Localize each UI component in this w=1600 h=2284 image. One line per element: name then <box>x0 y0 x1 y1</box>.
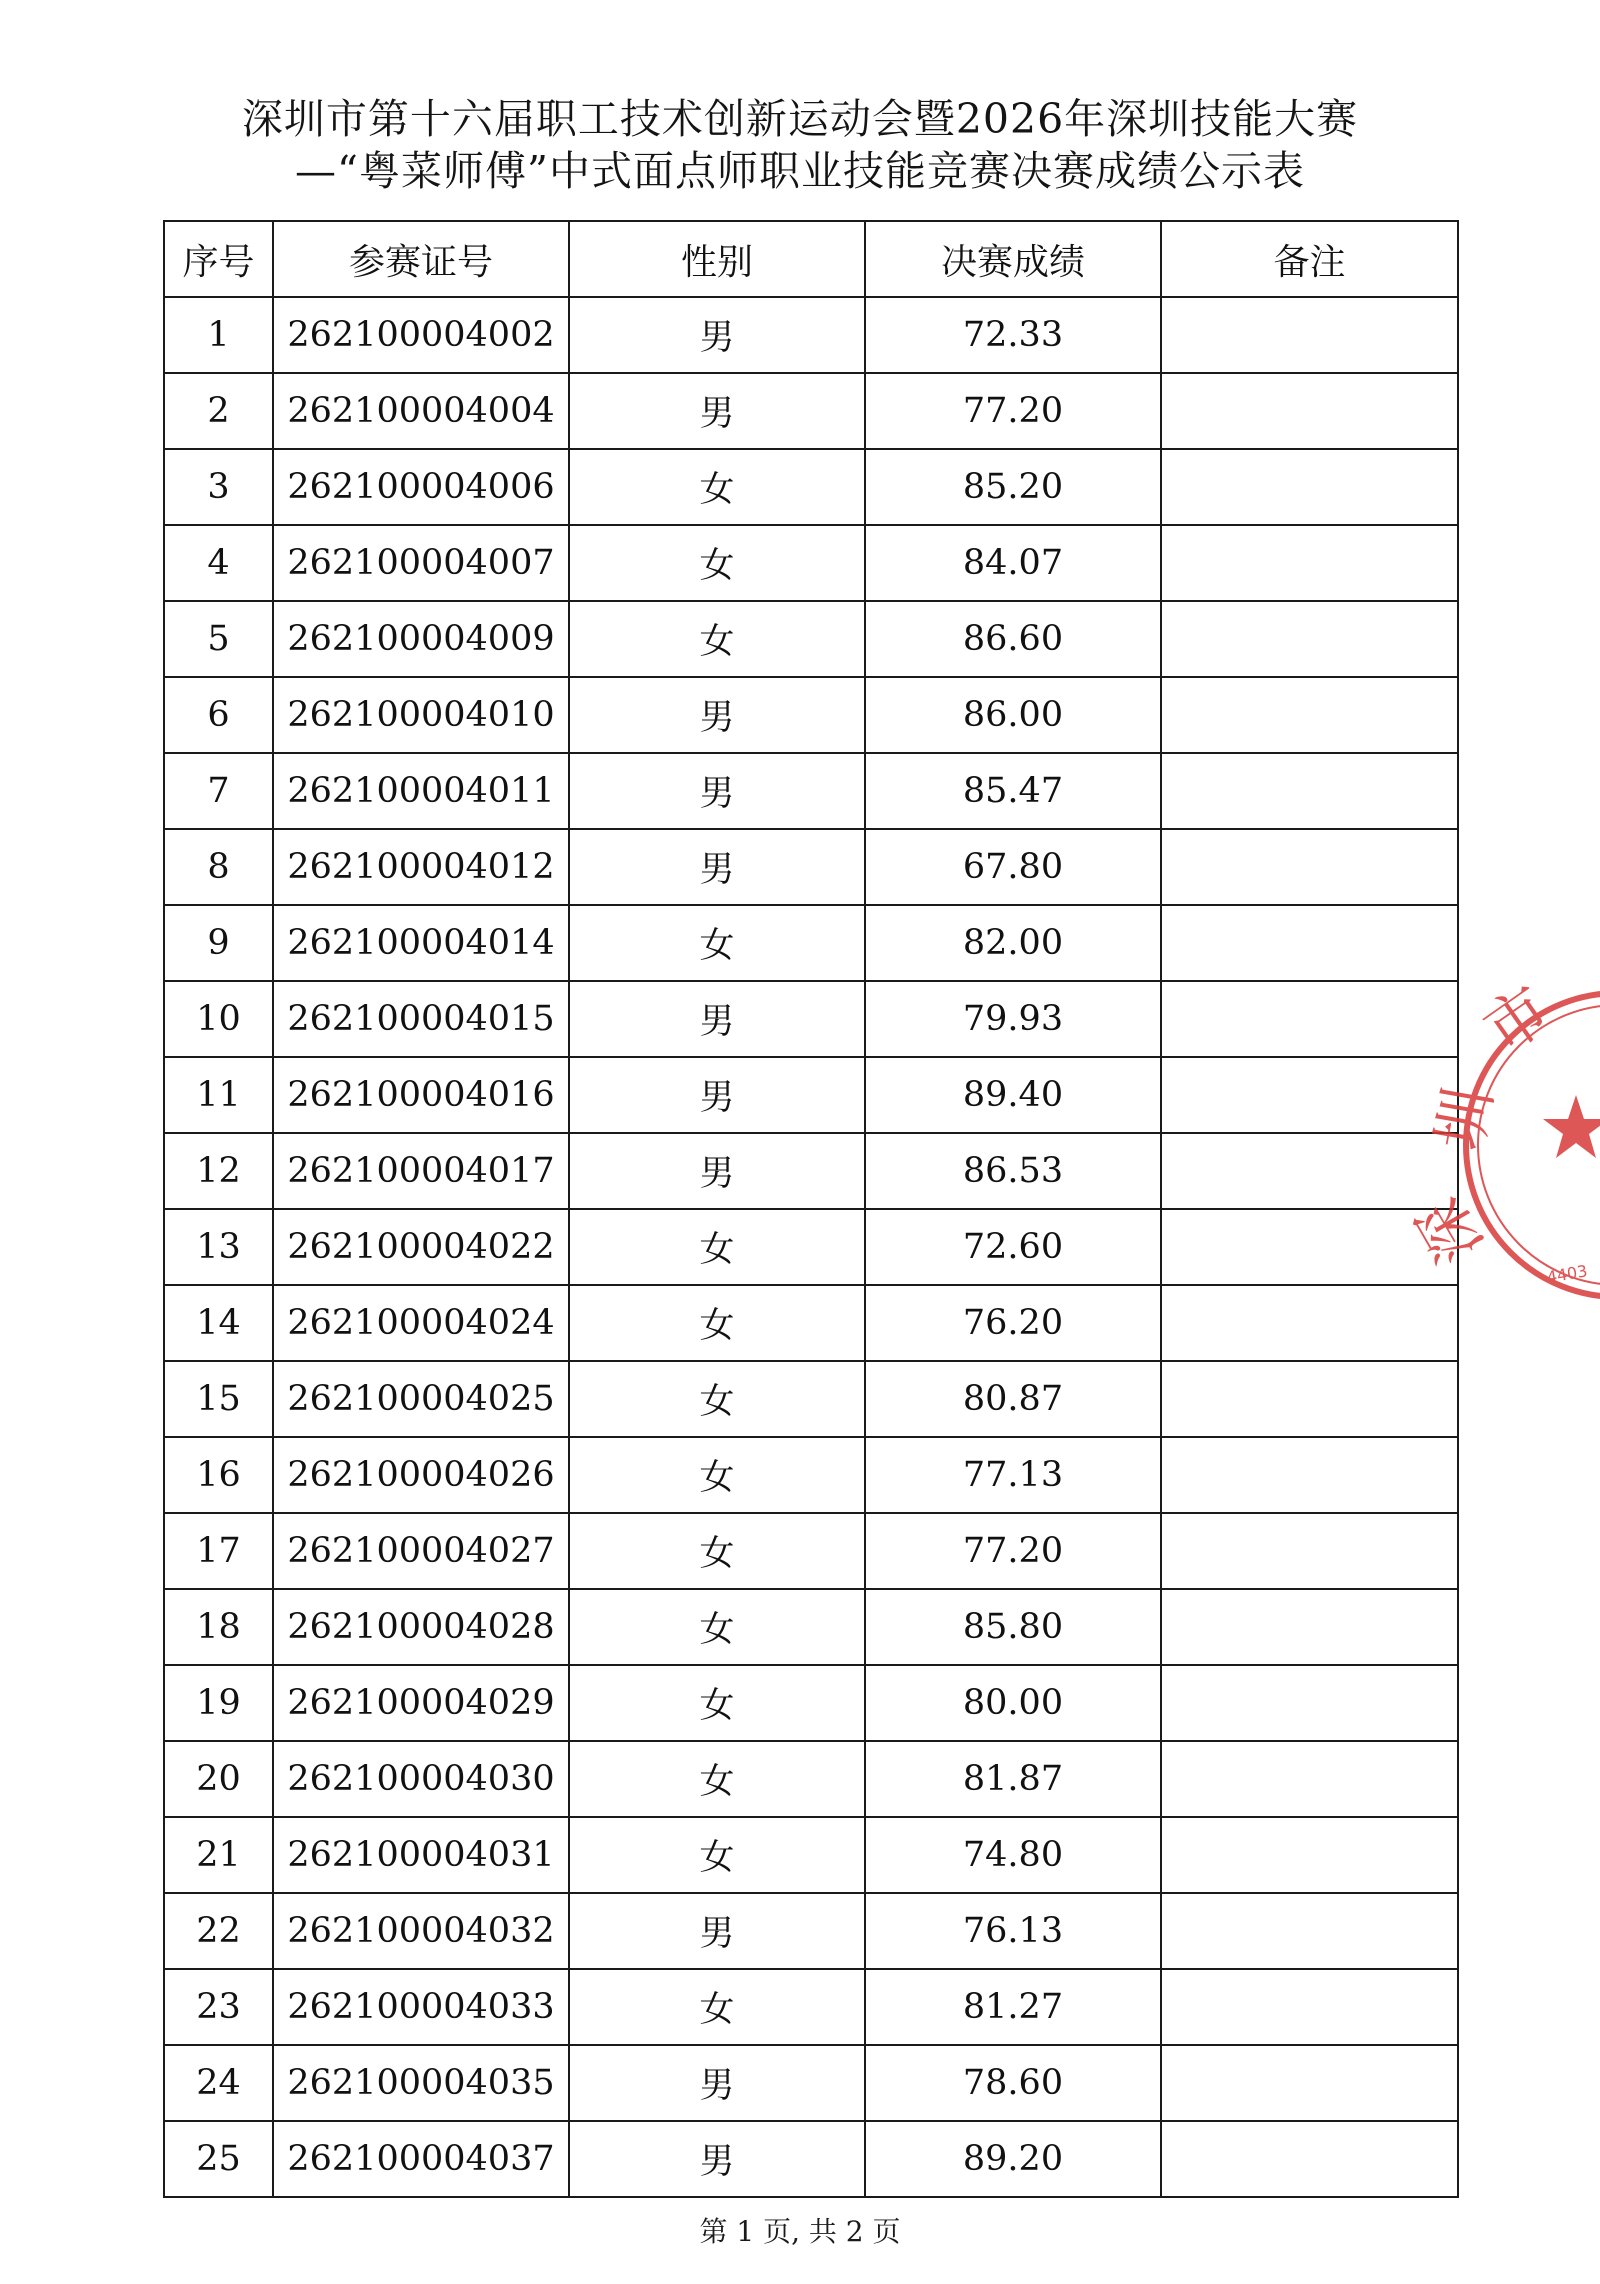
table-row <box>164 905 1458 981</box>
cell-seq: 8 <box>164 829 273 905</box>
cell-cert: 262100004015 <box>273 981 569 1057</box>
table-row <box>164 1513 1458 1589</box>
header-cert: 参赛证号 <box>273 221 569 297</box>
cell-seq: 11 <box>164 1057 273 1133</box>
seal-char-2: 圳 <box>1422 1081 1506 1156</box>
header-seq: 序号 <box>164 221 273 297</box>
cell-cert: 262100004010 <box>273 677 569 753</box>
cell-note <box>1161 1057 1458 1133</box>
cell-cert: 262100004009 <box>273 601 569 677</box>
table-body <box>164 297 1458 2197</box>
cell-sex: 女 <box>569 1209 865 1285</box>
cell-note <box>1161 829 1458 905</box>
cell-sex: 男 <box>569 2121 865 2197</box>
cell-score: 74.80 <box>865 1817 1161 1893</box>
table-row <box>164 1057 1458 1133</box>
cell-cert: 262100004016 <box>273 1057 569 1133</box>
table-row <box>164 601 1458 677</box>
cell-note <box>1161 1817 1458 1893</box>
cell-sex: 男 <box>569 677 865 753</box>
cell-cert: 262100004035 <box>273 2045 569 2121</box>
cell-cert: 262100004004 <box>273 373 569 449</box>
cell-score: 85.80 <box>865 1589 1161 1665</box>
cell-seq: 16 <box>164 1437 273 1513</box>
cell-score: 89.40 <box>865 1057 1161 1133</box>
cell-cert: 262100004007 <box>273 525 569 601</box>
cell-sex: 男 <box>569 373 865 449</box>
cell-score: 82.00 <box>865 905 1161 981</box>
cell-seq: 24 <box>164 2045 273 2121</box>
cell-sex: 女 <box>569 1437 865 1513</box>
cell-note <box>1161 1361 1458 1437</box>
cell-cert: 262100004029 <box>273 1665 569 1741</box>
table-row <box>164 1969 1458 2045</box>
cell-note <box>1161 601 1458 677</box>
table-row <box>164 1285 1458 1361</box>
header-score: 决赛成绩 <box>865 221 1161 297</box>
official-seal-icon <box>1402 971 1600 1305</box>
table-row <box>164 753 1458 829</box>
cell-note <box>1161 297 1458 373</box>
cell-seq: 12 <box>164 1133 273 1209</box>
cell-cert: 262100004030 <box>273 1741 569 1817</box>
cell-sex: 女 <box>569 601 865 677</box>
cell-sex: 女 <box>569 1589 865 1665</box>
cell-score: 80.00 <box>865 1665 1161 1741</box>
cell-sex: 女 <box>569 1969 865 2045</box>
cell-cert: 262100004026 <box>273 1437 569 1513</box>
cell-cert: 262100004027 <box>273 1513 569 1589</box>
cell-sex: 男 <box>569 981 865 1057</box>
cell-score: 85.47 <box>865 753 1161 829</box>
cell-seq: 15 <box>164 1361 273 1437</box>
cell-cert: 262100004024 <box>273 1285 569 1361</box>
table-row <box>164 1893 1458 1969</box>
seal-char-1: 市 <box>1470 971 1564 1068</box>
cell-sex: 男 <box>569 2045 865 2121</box>
cell-seq: 2 <box>164 373 273 449</box>
cell-note <box>1161 2045 1458 2121</box>
cell-sex: 男 <box>569 1057 865 1133</box>
cell-score: 86.53 <box>865 1133 1161 1209</box>
table-header-row <box>164 221 1458 297</box>
cell-score: 77.20 <box>865 373 1161 449</box>
cell-seq: 17 <box>164 1513 273 1589</box>
cell-sex: 男 <box>569 829 865 905</box>
cell-sex: 男 <box>569 753 865 829</box>
cell-sex: 女 <box>569 1665 865 1741</box>
document-title: 深圳市第十六届职工技术创新运动会暨2026年深圳技能大赛 <box>241 95 1359 143</box>
cell-seq: 6 <box>164 677 273 753</box>
cell-seq: 3 <box>164 449 273 525</box>
table-row <box>164 449 1458 525</box>
cell-note <box>1161 1437 1458 1513</box>
cell-seq: 21 <box>164 1817 273 1893</box>
cell-score: 85.20 <box>865 449 1161 525</box>
cell-cert: 262100004031 <box>273 1817 569 1893</box>
cell-note <box>1161 1893 1458 1969</box>
cell-note <box>1161 981 1458 1057</box>
cell-cert: 262100004025 <box>273 1361 569 1437</box>
cell-score: 80.87 <box>865 1361 1161 1437</box>
cell-seq: 7 <box>164 753 273 829</box>
header-note: 备注 <box>1161 221 1458 297</box>
table-row <box>164 2121 1458 2197</box>
cell-score: 72.60 <box>865 1209 1161 1285</box>
cell-note <box>1161 753 1458 829</box>
cell-note <box>1161 449 1458 525</box>
cell-score: 77.20 <box>865 1513 1161 1589</box>
cell-sex: 男 <box>569 297 865 373</box>
cell-note <box>1161 1665 1458 1741</box>
cell-score: 77.13 <box>865 1437 1161 1513</box>
cell-cert: 262100004012 <box>273 829 569 905</box>
cell-cert: 262100004011 <box>273 753 569 829</box>
cell-cert: 262100004017 <box>273 1133 569 1209</box>
cell-cert: 262100004022 <box>273 1209 569 1285</box>
seal-code: 4403 <box>1545 1261 1589 1287</box>
cell-sex: 女 <box>569 449 865 525</box>
cell-note <box>1161 1285 1458 1361</box>
table-row <box>164 1817 1458 1893</box>
cell-seq: 22 <box>164 1893 273 1969</box>
cell-seq: 19 <box>164 1665 273 1741</box>
cell-cert: 262100004006 <box>273 449 569 525</box>
cell-cert: 262100004037 <box>273 2121 569 2197</box>
cell-note <box>1161 1589 1458 1665</box>
cell-note <box>1161 525 1458 601</box>
cell-note <box>1161 2121 1458 2197</box>
cell-score: 86.60 <box>865 601 1161 677</box>
table-row <box>164 2045 1458 2121</box>
cell-note <box>1161 905 1458 981</box>
cell-seq: 4 <box>164 525 273 601</box>
cell-score: 72.33 <box>865 297 1161 373</box>
cell-sex: 男 <box>569 1893 865 1969</box>
table-row <box>164 525 1458 601</box>
cell-score: 76.20 <box>865 1285 1161 1361</box>
cell-cert: 262100004028 <box>273 1589 569 1665</box>
table-row <box>164 1361 1458 1437</box>
table-row <box>164 829 1458 905</box>
cell-note <box>1161 1133 1458 1209</box>
table-row <box>164 1665 1458 1741</box>
cell-sex: 女 <box>569 1513 865 1589</box>
cell-cert: 262100004014 <box>273 905 569 981</box>
table-row <box>164 1437 1458 1513</box>
cell-cert: 262100004002 <box>273 297 569 373</box>
cell-seq: 5 <box>164 601 273 677</box>
header-sex: 性别 <box>569 221 865 297</box>
cell-seq: 25 <box>164 2121 273 2197</box>
cell-note <box>1161 677 1458 753</box>
cell-seq: 23 <box>164 1969 273 2045</box>
cell-sex: 男 <box>569 1133 865 1209</box>
document-subtitle: —“粤菜师傅”中式面点师职业技能竞赛决赛成绩公示表 <box>295 147 1305 195</box>
cell-score: 89.20 <box>865 2121 1161 2197</box>
official-seal <box>1402 971 1600 1305</box>
cell-score: 84.07 <box>865 525 1161 601</box>
table-row <box>164 1209 1458 1285</box>
table-row <box>164 1741 1458 1817</box>
cell-sex: 女 <box>569 1285 865 1361</box>
table-row <box>164 981 1458 1057</box>
results-table <box>163 220 1459 2198</box>
cell-note <box>1161 1969 1458 2045</box>
cell-note <box>1161 1741 1458 1817</box>
cell-sex: 女 <box>569 905 865 981</box>
cell-score: 81.27 <box>865 1969 1161 2045</box>
cell-sex: 女 <box>569 1361 865 1437</box>
cell-note <box>1161 373 1458 449</box>
cell-score: 78.60 <box>865 2045 1161 2121</box>
cell-seq: 9 <box>164 905 273 981</box>
page-footer: 第 1 页, 共 2 页 <box>699 2215 901 2248</box>
cell-score: 81.87 <box>865 1741 1161 1817</box>
cell-cert: 262100004032 <box>273 1893 569 1969</box>
cell-seq: 14 <box>164 1285 273 1361</box>
cell-score: 76.13 <box>865 1893 1161 1969</box>
cell-score: 86.00 <box>865 677 1161 753</box>
table-row <box>164 1133 1458 1209</box>
table-row <box>164 677 1458 753</box>
seal-char-3: 深 <box>1402 1185 1497 1276</box>
cell-note <box>1161 1513 1458 1589</box>
cell-score: 67.80 <box>865 829 1161 905</box>
cell-seq: 13 <box>164 1209 273 1285</box>
cell-seq: 10 <box>164 981 273 1057</box>
table-row <box>164 297 1458 373</box>
cell-sex: 女 <box>569 525 865 601</box>
cell-seq: 18 <box>164 1589 273 1665</box>
cell-sex: 女 <box>569 1741 865 1817</box>
cell-score: 79.93 <box>865 981 1161 1057</box>
cell-seq: 1 <box>164 297 273 373</box>
table-row <box>164 1589 1458 1665</box>
cell-sex: 女 <box>569 1817 865 1893</box>
table-row <box>164 373 1458 449</box>
cell-seq: 20 <box>164 1741 273 1817</box>
cell-cert: 262100004033 <box>273 1969 569 2045</box>
